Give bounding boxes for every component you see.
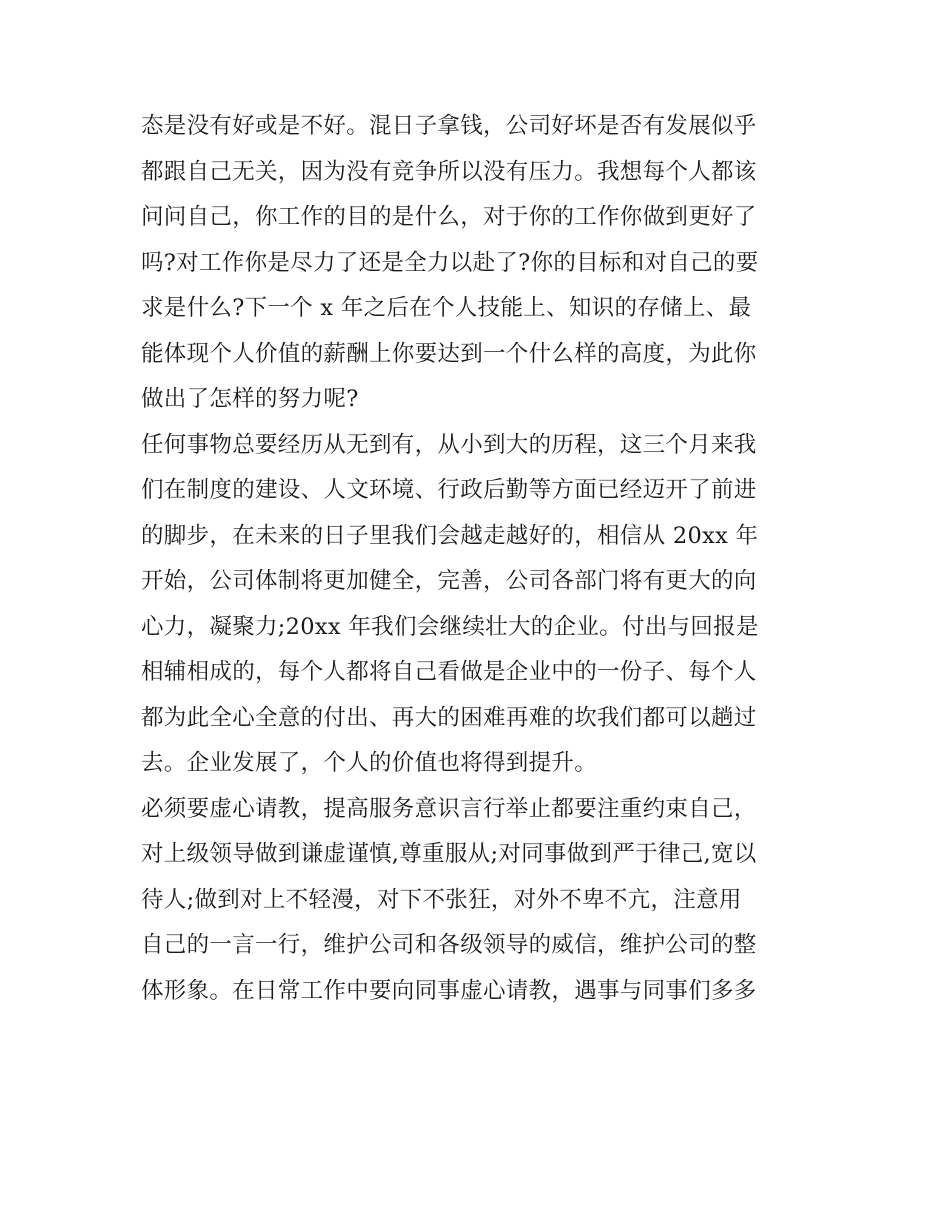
text-line: 体形象。在日常工作中要向同事虚心请教，遇事与同事们多多 xyxy=(141,977,757,1004)
text-line: 求是什么?下一个 x 年之后在个人技能上、知识的存储上、最 xyxy=(141,295,752,321)
text-line: 任何事物总要经历从无到有，从小到大的历程，这三个月来我 xyxy=(141,431,757,458)
text-line: 问问自己，你工作的目的是什么，对于你的工作你做到更好了 xyxy=(141,204,757,230)
text-line: 态是没有好或是不好。混日子拿钱，公司好坏是否有发展似乎 xyxy=(141,113,757,139)
text-line: 必须要虚心请教，提高服务意识言行举止都要注重约束自己， xyxy=(141,795,757,822)
text-line: 都为此全心全意的付出、再大的困难再难的坎我们都可以趟过 xyxy=(141,704,757,731)
text-line: 们在制度的建设、人文环境、行政后勤等方面已经迈开了前进 xyxy=(141,477,757,503)
text-line: 待人;做到对上不轻漫，对下不张狂，对外不卑不亢，注意用 xyxy=(141,886,742,913)
text-line: 吗?对工作你是尽力了还是全力以赴了?你的目标和对自己的要 xyxy=(141,249,759,276)
text-line: 能体现个人价值的薪酬上你要达到一个什么样的高度，为此你 xyxy=(141,340,757,367)
text-line: 开始，公司体制将更加健全，完善，公司各部门将有更大的向 xyxy=(141,568,757,594)
text-line: 对上级领导做到谦虚谨慎,尊重服从;对同事做到严于律己,宽以 xyxy=(141,841,757,867)
text-line: 做出了怎样的努力呢? xyxy=(141,386,359,412)
text-line: 相辅相成的，每个人都将自己看做是企业中的一份子、每个人 xyxy=(141,659,757,685)
text-line: 自己的一言一行，维护公司和各级领导的威信，维护公司的整 xyxy=(141,932,757,958)
text-line: 去。企业发展了，个人的价值也将得到提升。 xyxy=(141,750,598,776)
text-line: 心力，凝聚力;20xx 年我们会继续壮大的企业。付出与回报是 xyxy=(141,613,759,640)
text-line: 的脚步，在未来的日子里我们会越走越好的，相信从 20xx 年 xyxy=(141,522,759,549)
body-text xyxy=(141,104,821,1014)
text-line: 都跟自己无关，因为没有竞争所以没有压力。我想每个人都该 xyxy=(141,158,757,185)
